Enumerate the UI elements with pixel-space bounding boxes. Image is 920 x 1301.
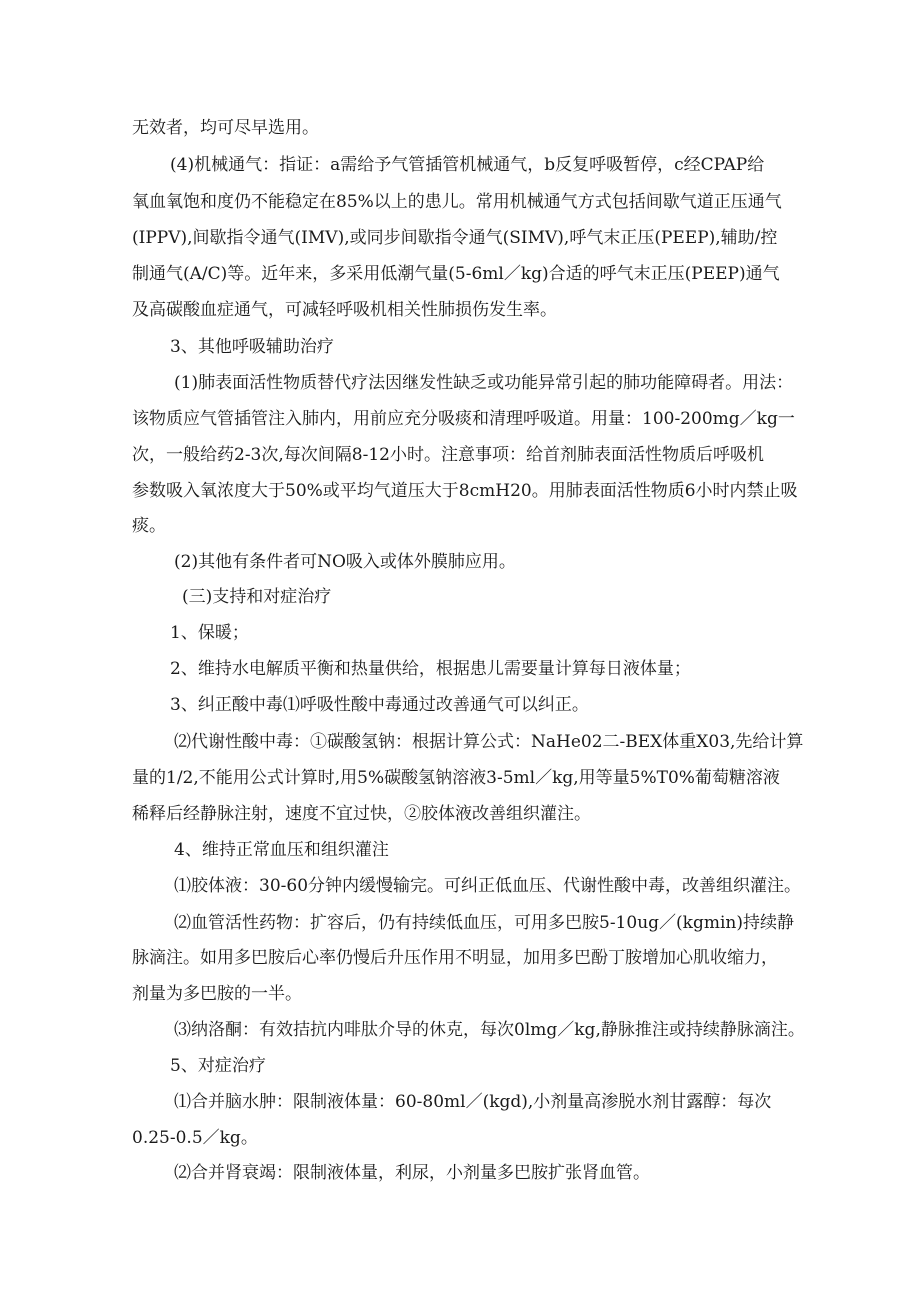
text-line: 制通气(A/C)等。近年来，多采用低潮气量(5-6ml／kg)合适的呼气末正压(PEEP)通气 [132,264,780,284]
section-heading: 3、其他呼吸辅助治疗 [170,337,334,357]
text-line: 痰。 [132,516,166,536]
text-line: (IPPV),间歇指令通气(IMV),或同步间歇指令通气(SIMV),呼气末正压(PEEP),辅助/控 [132,228,778,248]
text-line: ⑵合并肾衰竭：限制液体量，利尿，小剂量多巴胺扩张肾血管。 [174,1163,650,1183]
text-line: 剂量为多巴胺的一半。 [132,984,302,1004]
text-line: 量的1/2,不能用公式计算时,用5%碳酸氢钠溶液3-5ml／kg,用等量5%T0%葡萄糖溶液 [132,768,780,788]
text-line: 脉滴注。如用多巴胺后心率仍慢后升压作用不明显，加用多巴酚丁胺增加心肌收缩力， [132,948,778,968]
text-line: (1)肺表面活性物质替代疗法因继发性缺乏或功能异常引起的肺功能障碍者。用法： [174,373,794,393]
text-line: 无效者，均可尽早选用。 [132,118,319,138]
text-line: ⑶纳洛酮：有效拮抗内啡肽介导的休克，每次0lmg／kg,静脉推注或持续静脉滴注。 [174,1020,805,1040]
text-line: 2、维持水电解质平衡和热量供给，根据患儿需要量计算每日液体量； [170,659,691,679]
text-line: (4)机械通气：指证：a需给予气管插管机械通气，b反复呼吸暂停，c经CPAP给 [170,155,765,175]
text-line: ⑴合并脑水肿：限制液体量：60-80ml／(kgd),小剂量高渗脱水剂甘露醇：每次 [174,1092,772,1112]
text-line: 氧血氧饱和度仍不能稳定在85%以上的患儿。常用机械通气方式包括间歇气道正压通气 [132,192,782,212]
text-line: 3、纠正酸中毒⑴呼吸性酸中毒通过改善通气可以纠正。 [170,695,589,715]
text-line: 及高碳酸血症通气，可减轻呼吸机相关性肺损伤发生率。 [132,300,557,320]
text-line: (2)其他有条件者可NO吸入或体外膜肺应用。 [174,552,516,572]
text-line: ⑵血管活性药物：扩容后，仍有持续低血压，可用多巴胺5-10ug／(kgmin)持续静 [174,913,794,933]
text-line: ⑴胶体液：30-60分钟内缓慢输完。可纠正低血压、代谢性酸中毒，改善组织灌注。 [174,876,802,896]
section-heading: 4、维持正常血压和组织灌注 [174,840,389,860]
section-heading: (三)支持和对症治疗 [182,587,332,607]
text-line: 0.25-0.5／kg。 [132,1128,258,1148]
text-line: 次，一般给药2-3次,每次间隔8-12小时。注意事项：给首剂肺表面活性物质后呼吸机 [132,445,764,465]
text-line: 该物质应气管插管注入肺内，用前应充分吸痰和清理呼吸道。用量：100-200mg／kg一 [132,409,795,429]
text-line: 1、保暖； [170,623,249,643]
text-line: 参数吸入氧浓度大于50%或平均气道压大于8cmH20。用肺表面活性物质6小时内禁止吸 [132,481,798,501]
section-heading: 5、对症治疗 [170,1056,266,1076]
text-line: 稀释后经静脉注射，速度不宜过快，②胶体液改善组织灌注。 [132,804,591,824]
text-line: ⑵代谢性酸中毒：①碳酸氢钠：根据计算公式：NaHe02二-BEX体重X03,先给计算 [174,732,804,752]
